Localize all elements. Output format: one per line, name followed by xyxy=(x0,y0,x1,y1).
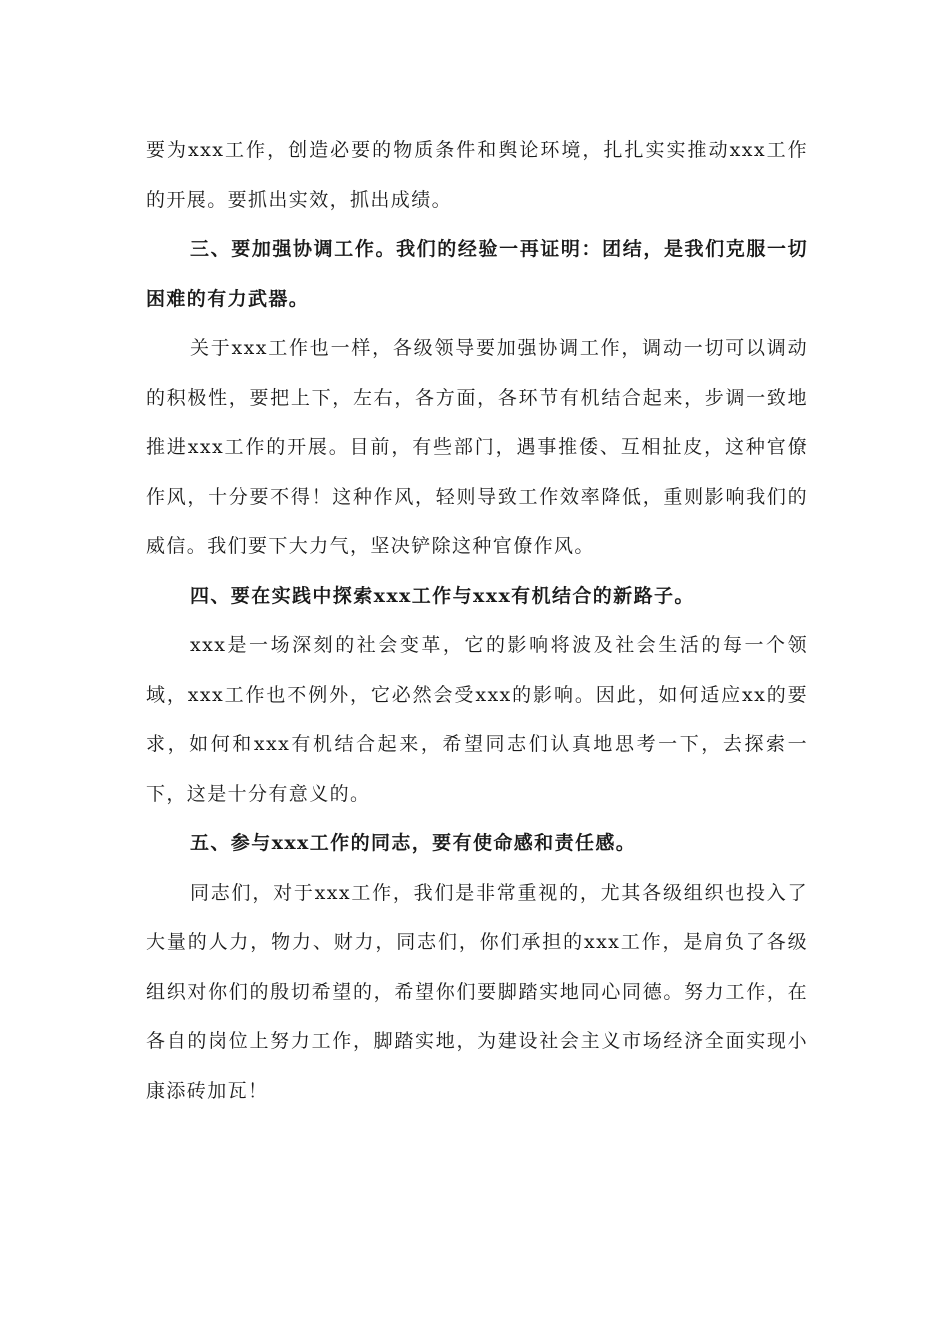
document-body xyxy=(146,126,808,1116)
paragraph-continuation: 要为xxx工作，创造必要的物质条件和舆论环境，扎扎实实推动xxx工作的开展。要抓出实效，抓出成绩。 xyxy=(146,139,808,211)
section-heading-4: 四、要在实践中探索xxx工作与xxx有机结合的新路子。 xyxy=(190,584,695,607)
paragraph-coordination: 关于xxx工作也一样，各级领导要加强协调工作，调动一切可以调动的积极性，要把上下，左右，各方面，各环节有机结合起来，步调一致地推进xxx工作的开展。目前，有些部门，遇事推倭、互相扯皮，这种官僚作风，十分要不得！这种作风，轻则导致工作效率降低，重则影响我们的威信。我们要下大力气，坚决铲除这种官僚作风。 xyxy=(146,337,808,557)
section-heading-5: 五、参与xxx工作的同志，要有使命感和责任感。 xyxy=(190,832,637,854)
paragraph-exploration: xxx是一场深刻的社会变革，它的影响将波及社会生活的每一个领域，xxx工作也不例外，它必然会受xxx的影响。因此，如何适应xx的要求，如何和xxx有机结合起来，希望同志们认真地思考一下，去探索一下，这是十分有意义的。 xyxy=(146,634,808,805)
paragraph-responsibility: 同志们，对于xxx工作，我们是非常重视的，尤其各级组织也投入了大量的人力，物力、财力，同志们，你们承担的xxx工作，是肩负了各级组织对你们的殷切希望的，希望你们要脚踏实地同心同德。努力工作，在各自的岗位上努力工作，脚踏实地，为建设社会主义市场经济全面实现小康添砖加瓦！ xyxy=(146,881,808,1102)
section-heading-3: 三、要加强协调工作。我们的经验一再证明：团结，是我们克服一切困难的有力武器。 xyxy=(146,238,808,310)
